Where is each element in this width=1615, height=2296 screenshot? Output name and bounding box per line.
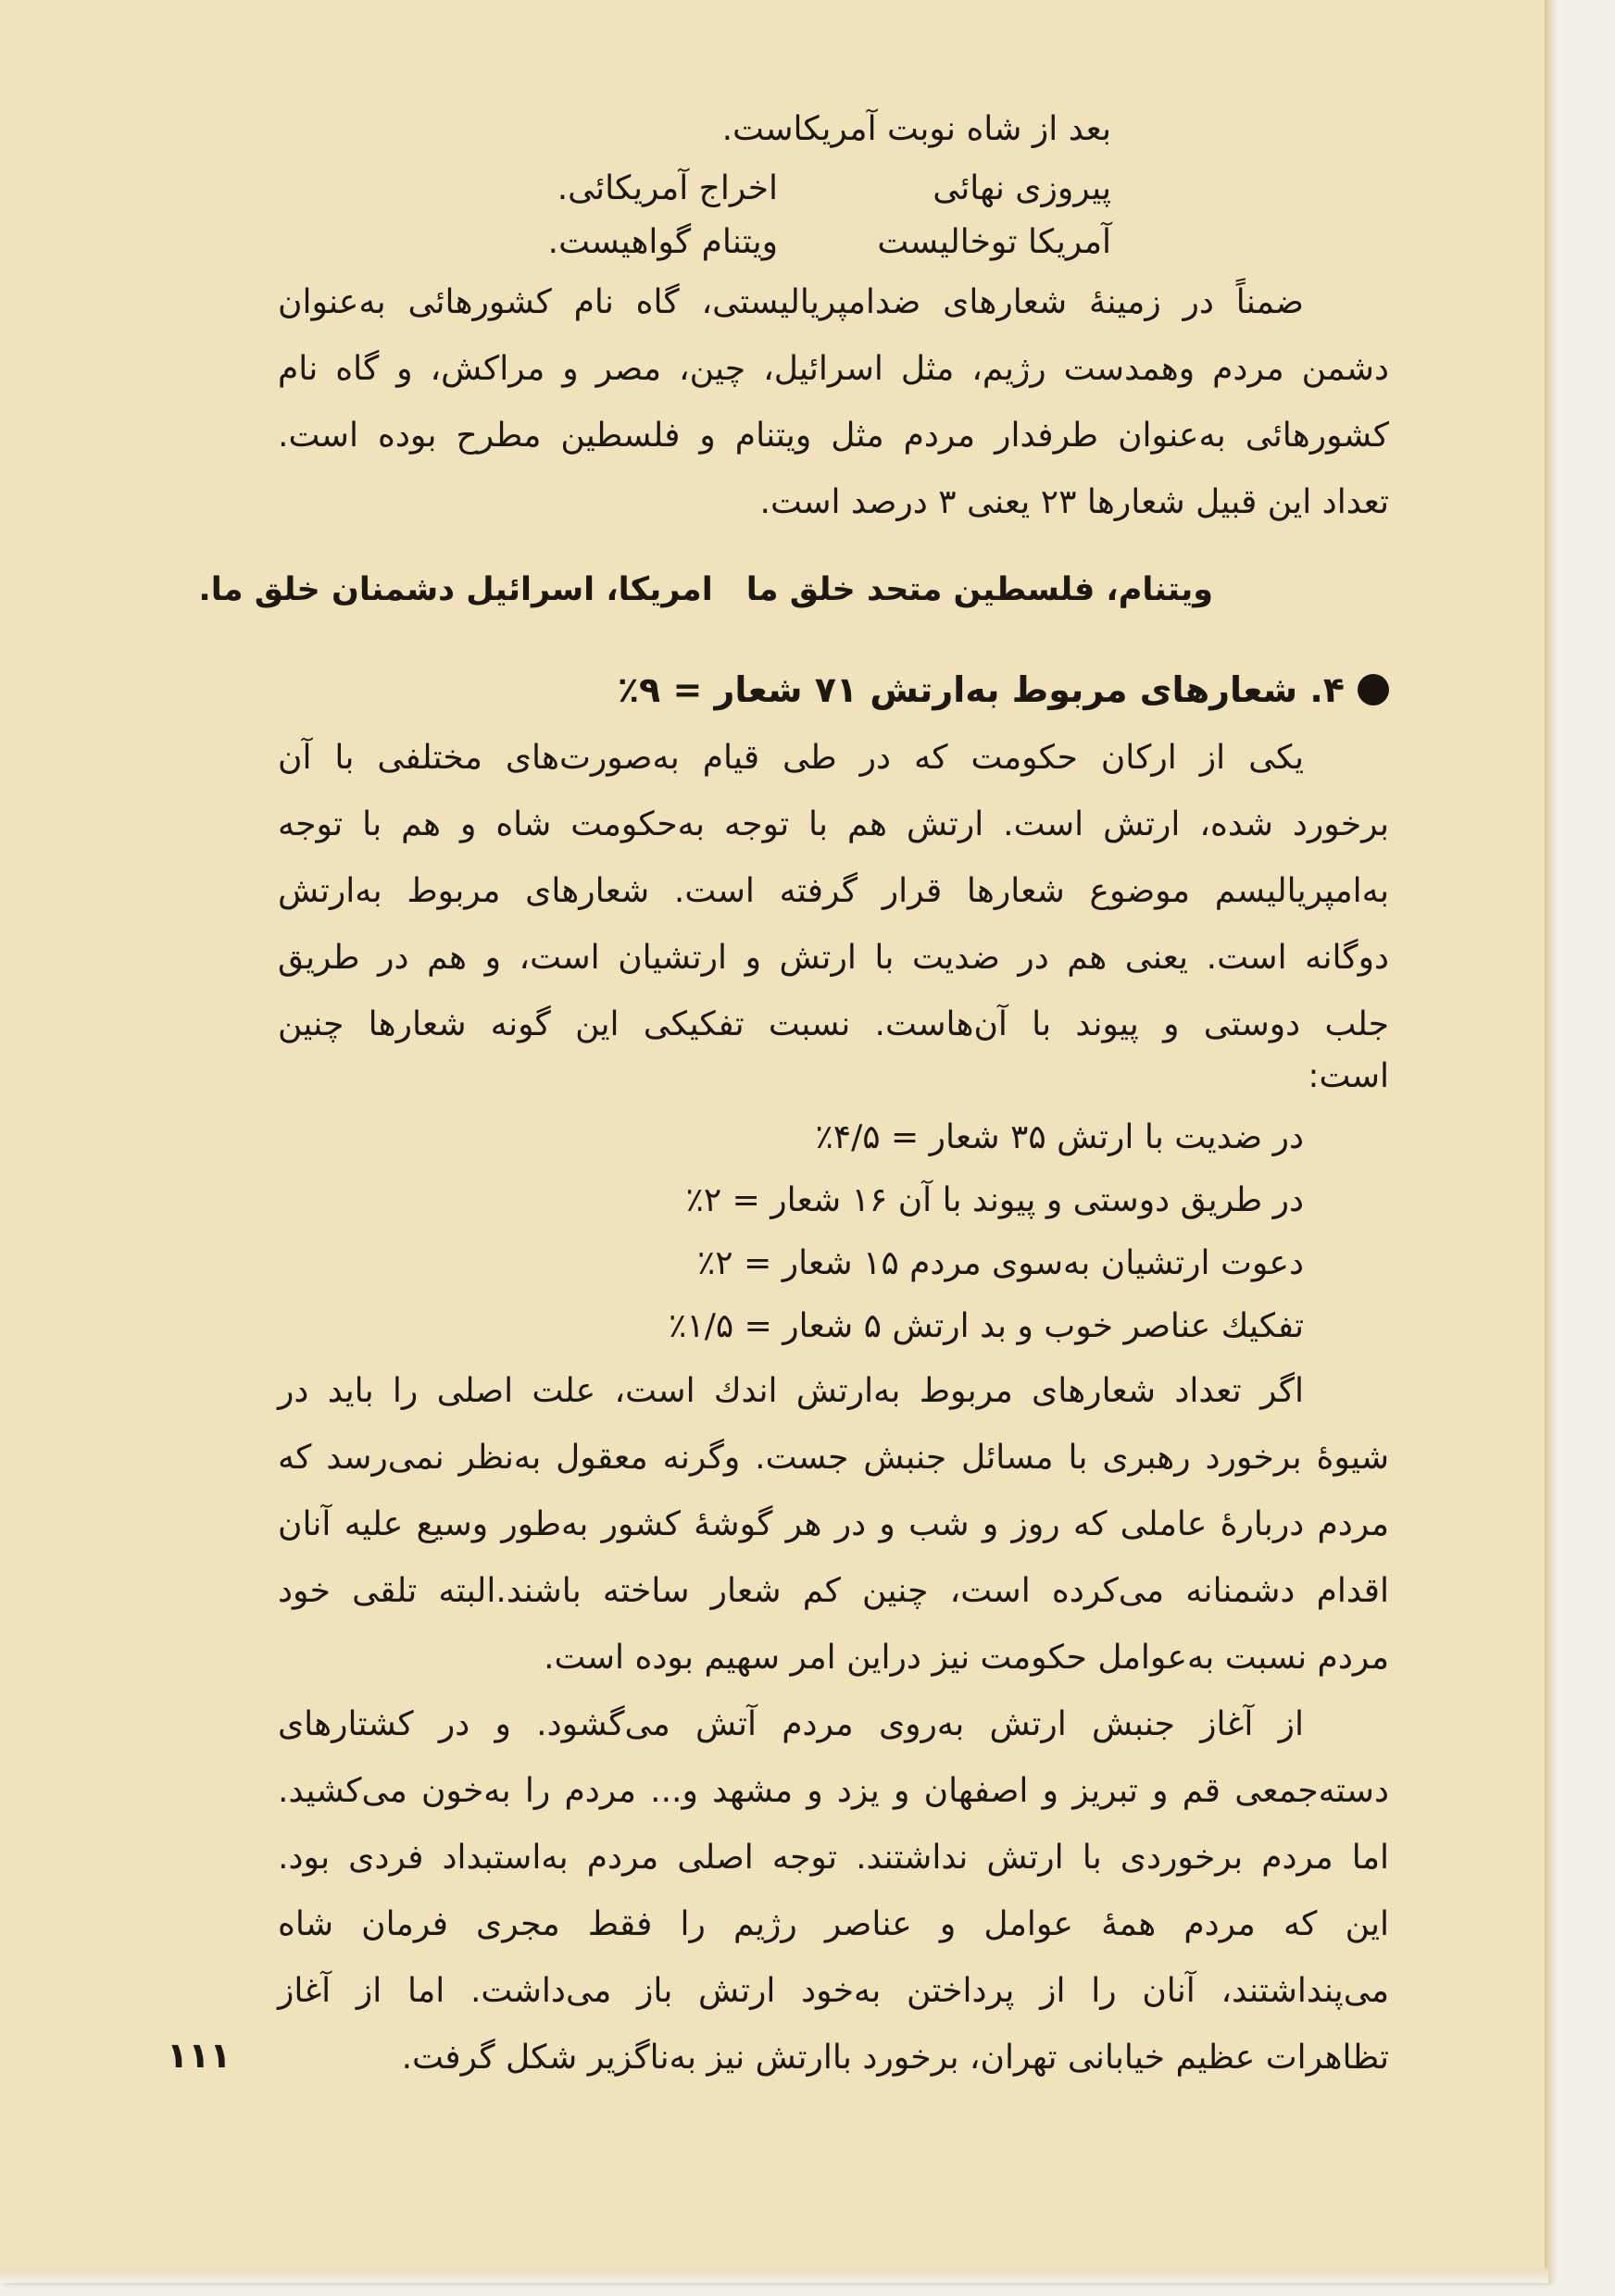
text-line: دوگانه است. یعنی هم در ضدیت با ارتش و ارتشیان است، و هم در طریق (278, 939, 1389, 977)
text-line: ضمناً در زمینهٔ شعارهای ضدامپریالیستی، گاه نام کشورهائی به‌عنوان (278, 283, 1304, 321)
slogan-pair (278, 216, 1389, 269)
slogan-item: ویتنام، فلسطین متحد خلق ما (745, 571, 1213, 608)
text-line: دسته‌جمعی قم و تبریز و اصفهان و یزد و مشهد و... مردم را به‌خون می‌کشید. (278, 1772, 1389, 1810)
page-bottom-edge (0, 2268, 1548, 2283)
list-item: دعوت ارتشیان به‌سوی مردم ۱۵ شعار = ۲٪ (696, 1244, 1304, 1282)
paragraph-anti-imperialist (278, 269, 1389, 536)
list-item: در طریق دوستی و پیوند با آن ۱۶ شعار = ۲٪ (685, 1181, 1304, 1219)
bold-slogans (198, 556, 1389, 623)
list-item: در ضدیت با ارتش ۳۵ شعار = ۴/۵٪ (815, 1118, 1304, 1156)
bullet-dot-icon (1358, 674, 1389, 705)
text-line: است: (1308, 1057, 1389, 1095)
text-line: کشورهائی به‌عنوان طرفدار مردم مثل ویتنام و فلسطین مطرح بوده است. (278, 417, 1389, 455)
text-line: این که مردم همهٔ عوامل و عناصر رژیم را فقط مجری فرمان شاه (278, 1905, 1389, 1943)
slogan-right: پیروزی نهائی (933, 169, 1111, 207)
text-line: شیوهٔ برخورد رهبری با مسائل جنبش جست. وگرنه معقول به‌نظر نمی‌رسد که (278, 1439, 1389, 1477)
text-line: جلب دوستی و پیوند با آن‌هاست. نسبت تفکیکی این گونه شعارها چنین (278, 1005, 1389, 1043)
page-edge-shadow (1545, 0, 1554, 2283)
breakdown-list (278, 1106, 1389, 1358)
slogan-right: آمریکا توخالیست (877, 223, 1111, 261)
text-line: اما مردم برخوردی با ارتش نداشتند. توجه اصلی مردم به‌استبداد فردی بود. (278, 1839, 1389, 1877)
slogan-left: ویتنام گواهیست. (547, 223, 778, 261)
slogan-left: اخراج آمریکائی. (557, 169, 778, 207)
list-item: تفکیك عناصر خوب و بد ارتش ۵ شعار = ۱/۵٪ (669, 1307, 1304, 1345)
text-line: برخورد شده، ارتش است. ارتش هم با توجه به‌حکومت شاه و هم با توجه (278, 805, 1389, 843)
page-number: ۱۱۱ (167, 2035, 232, 2076)
text-line: اقدام دشمنانه می‌کرده است، چنین کم شعار ساخته باشند.البته تلقی خود (278, 1572, 1389, 1610)
paragraph-army (278, 725, 1389, 1106)
intro-slogan: بعد از شاه نوبت آمریکاست. (721, 110, 1111, 148)
text-line: به‌امپریالیسم موضوع شعارها قرار گرفته است. شعارهای مربوط به‌ارتش (278, 872, 1389, 910)
text-line: از آغاز جنبش ارتش به‌روی مردم آتش می‌گشود. و در کشتارهای (278, 1705, 1304, 1743)
slogan-item: امریکا، اسرائیل دشمنان خلق ما. (198, 571, 713, 608)
text-line: مردم دربارهٔ عاملی که روز و شب و در هر گوشهٔ کشور به‌طور وسیع علیه آنان (278, 1505, 1389, 1543)
text-line: دشمن مردم وهمدست رژیم، مثل اسرائیل، چین، مصر و مراکش، و گاه نام (278, 350, 1389, 388)
text-line: اگر تعداد شعارهای مربوط به‌ارتش اندك است، علت اصلی را باید در (278, 1372, 1304, 1410)
text-line: مردم نسبت به‌عوامل حکومت نیز دراین امر سهیم بوده است. (544, 1639, 1389, 1677)
text-line: تظاهرات عظیم خیابانی تهران، برخورد باارتش نیز به‌ناگزیر شکل گرفت. (401, 2039, 1389, 2077)
paragraph-army-fire (278, 1691, 1389, 2091)
slogan-pair (278, 162, 1389, 216)
section-heading-row (278, 655, 1389, 725)
paragraph-leadership (278, 1358, 1389, 1691)
text-line: تعداد این قبیل شعارها ۲۳ یعنی ۳ درصد است. (759, 483, 1389, 521)
section-heading: ۴. شعارهای مربوط به‌ارتش ۷۱ شعار = ۹٪ (617, 669, 1345, 710)
text-line: می‌پنداشتند، آنان را از پرداختن به‌خود ارتش باز می‌داشت. اما از آغاز (278, 1972, 1389, 2010)
text-line: یکی از ارکان حکومت که در طی قیام به‌صورت‌های مختلفی با آن (278, 739, 1304, 777)
